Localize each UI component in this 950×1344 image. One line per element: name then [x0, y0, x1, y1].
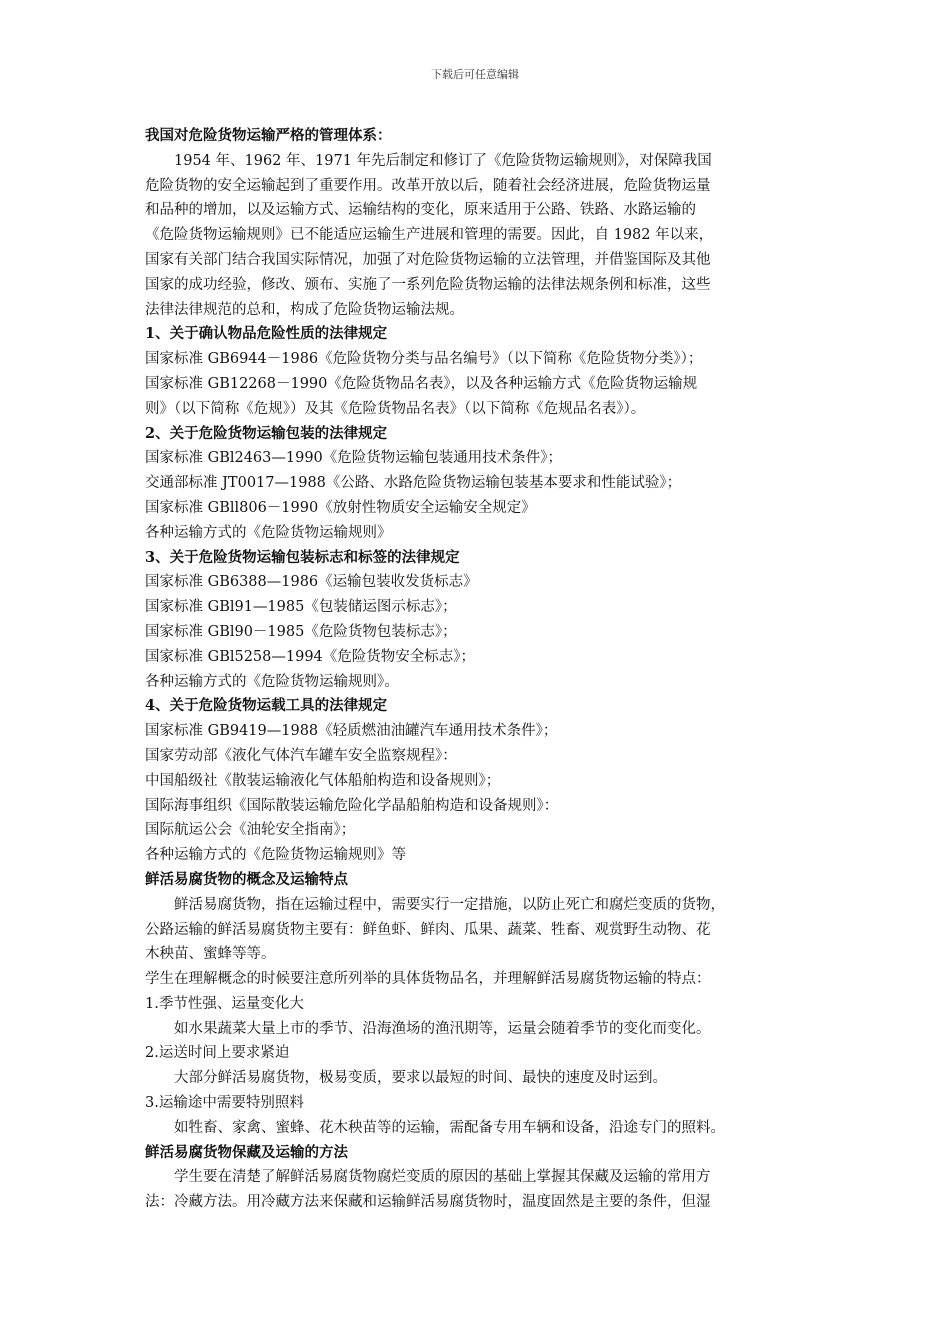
text-line: 国家标准 GB6944－1986《危险货物分类与品名编号》（以下简称《危险货物分类》）；	[145, 351, 703, 368]
text-line: 国家标准 GB9419—1988《轻质燃油油罐汽车通用技术条件》；	[145, 723, 558, 740]
section-heading: 2、关于危险货物运输包装的法律规定	[145, 424, 388, 442]
section-heading: 1、关于确认物品危险性质的法律规定	[145, 325, 388, 343]
text-line: 国家标准 GB6388—1986《运输包装收发货标志》	[145, 574, 478, 591]
text-line: 如水果蔬菜大量上市的季节、沿海渔场的渔汛期等，运量会随着季节的变化而变化。	[174, 1020, 711, 1037]
text-line: 国家标准 GBl91—1985《包装储运图示标志》；	[145, 599, 457, 616]
text-line: 1.季节性强、运量变化大	[145, 995, 304, 1012]
page-header: 下载后可任意编辑	[431, 68, 519, 81]
text-line: 国家标准 GBll806－1990《放射性物质安全运输安全规定》	[145, 499, 536, 516]
text-line: 各种运输方式的《危险货物运输规则》。	[145, 673, 399, 690]
text-line: 国际航运公会《油轮安全指南》；	[145, 822, 356, 839]
text-line: 1954 年、1962 年、1971 年先后制定和修订了《危险货物运输规则》，对保障我国	[174, 152, 712, 169]
text-line: 各种运输方式的《危险货物运输规则》等	[145, 847, 406, 864]
text-line: 各种运输方式的《危险货物运输规则》	[145, 524, 392, 541]
text-line: 法：冷藏方法。用冷藏方法来保藏和运输鲜活易腐货物时，温度固然是主要的条件，但湿	[145, 1194, 711, 1211]
section-heading: 3、关于危险货物运输包装标志和标签的法律规定	[145, 548, 460, 566]
text-line: 如牲畜、家禽、蜜蜂、花木秧苗等的运输，需配备专用车辆和设备，沿途专门的照料。	[174, 1119, 725, 1136]
section-heading: 鲜活易腐货物的概念及运输特点	[145, 870, 348, 888]
text-line: 大部分鲜活易腐货物，极易变质，要求以最短的时间、最快的速度及时运到。	[174, 1070, 667, 1087]
text-line: 危险货物的安全运输起到了重要作用。改革开放以后，随着社会经济进展，危险货物运量	[145, 177, 711, 194]
text-line: 国家有关部门结合我国实际情况，加强了对危险货物运输的立法管理，并借鉴国际及其他	[145, 251, 711, 268]
text-line: 则》（以下简称《危规》）及其《危险货物品名表》（以下简称《危规品名表》）。	[145, 400, 646, 417]
text-line: 3.运输途中需要特别照料	[145, 1095, 304, 1112]
text-line: 鲜活易腐货物，指在运输过程中，需要实行一定措施，以防止死亡和腐烂变质的货物，	[174, 896, 725, 913]
section-heading: 鲜活易腐货物保藏及运输的方法	[145, 1143, 348, 1161]
text-line: 2.运送时间上要求紧迫	[145, 1045, 290, 1062]
text-line: 国家的成功经验，修改、颁布、实施了一系列危险货物运输的法律法规条例和标准，这些	[145, 276, 711, 293]
text-line: 公路运输的鲜活易腐货物主要有：鲜鱼虾、鲜肉、瓜果、蔬菜、牲畜、观赏野生动物、花	[145, 921, 711, 938]
text-line: 法律法律规范的总和，构成了危险货物运输法规。	[145, 301, 464, 318]
text-line: 国家标准 GBl90－1985《危险货物包装标志》；	[145, 623, 457, 640]
section-heading: 我国对危险货物运输严格的管理体系：	[145, 127, 392, 144]
section-heading: 4、关于危险货物运载工具的法律规定	[145, 697, 388, 715]
text-line: 学生在理解概念的时候要注意所列举的具体货物品名，并理解鲜活易腐货物运输的特点：	[145, 971, 711, 988]
text-line: 国家标准 GBl2463—1990《危险货物运输包装通用技术条件》；	[145, 450, 563, 467]
document-body	[145, 124, 817, 1215]
text-line: 和品种的增加，以及运输方式、运输结构的变化，原来适用于公路、铁路、水路运输的	[145, 202, 696, 219]
text-line: 中国船级社《散装运输液化气体船舶构造和设备规则》；	[145, 772, 501, 789]
text-line: 《危险货物运输规则》已不能适应运输生产进展和管理的需要。因此，自 1982 年以来，	[145, 227, 714, 244]
text-line: 国际海事组织《国际散装运输危险化学晶船舶构造和设备规则》：	[145, 797, 559, 814]
text-line: 学生要在清楚了解鲜活易腐货物腐烂变质的原因的基础上掌握其保藏及运输的常用方	[174, 1169, 711, 1186]
text-line: 国家标准 GB12268－1990《危险货物品名表》，以及各种运输方式《危险货物运输规	[145, 375, 698, 392]
text-line: 国家劳动部《液化气体汽车罐车安全监察规程》：	[145, 747, 457, 764]
text-line: 木秧苗、蜜蜂等等。	[145, 946, 276, 963]
text-line: 国家标准 GBl5258—1994《危险货物安全标志》；	[145, 648, 476, 665]
text-line: 交通部标准 JT0017—1988《公路、水路危险货物运输包装基本要求和性能试验》；	[145, 475, 682, 492]
